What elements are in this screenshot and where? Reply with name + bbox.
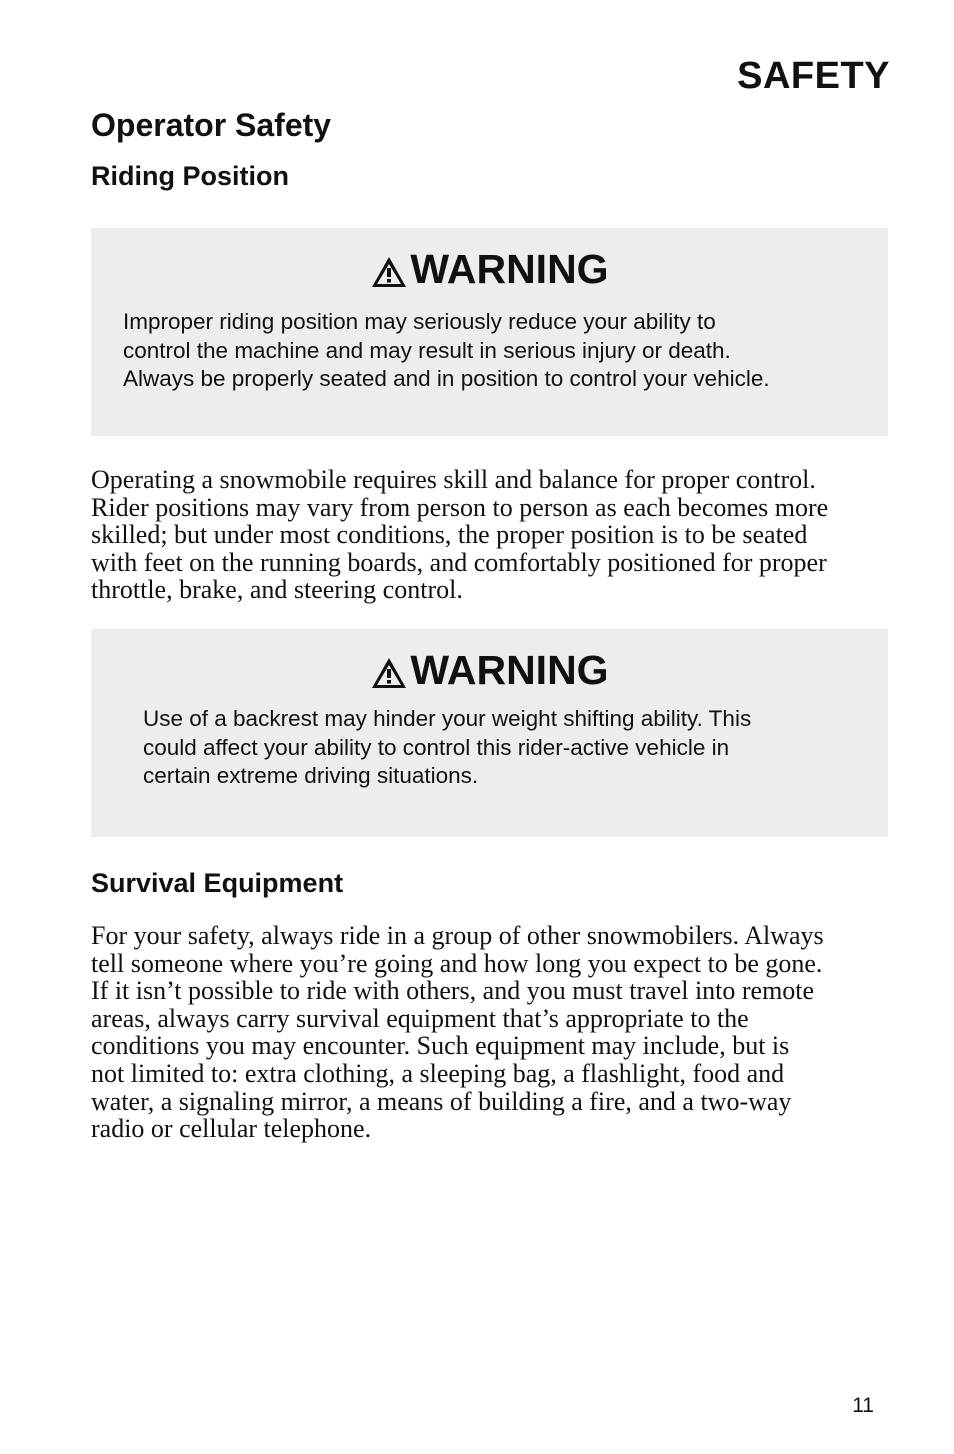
warning-line: control the machine and may result in serious injury or death.: [123, 337, 731, 363]
paragraph-line: If it isn’t possible to ride with others, and you must travel into remote: [91, 976, 815, 1006]
paragraph-line: conditions you may encounter. Such equipment may include, but is: [91, 1031, 790, 1061]
warning-line: certain extreme driving situations.: [143, 763, 479, 788]
warning-title: [91, 647, 888, 694]
heading-operator-safety: Operator Safety: [91, 107, 332, 143]
paragraph-survival: [91, 922, 891, 1143]
paragraph-line: water, a signaling mirror, a means of building a fire, and a two-way: [91, 1086, 792, 1116]
warning-body: [143, 705, 863, 791]
warning-box-riding-position: [91, 228, 888, 436]
warning-line: could affect your ability to control this rider-active vehicle in: [143, 734, 730, 760]
paragraph-line: throttle, brake, and steering control.: [91, 575, 463, 605]
paragraph-line: radio or cellular telephone.: [91, 1114, 372, 1144]
warning-line: Improper riding position may seriously reduce your ability to: [123, 309, 716, 334]
warning-title: [91, 246, 888, 293]
warning-body: [123, 308, 863, 394]
warning-triangle-icon: [370, 255, 408, 289]
page-number: 11: [852, 1394, 874, 1417]
paragraph-line: not limited to: extra clothing, a sleeping bag, a flashlight, food and: [91, 1058, 785, 1088]
heading-riding-position: Riding Position: [91, 161, 289, 191]
warning-title-text: WARNING: [410, 246, 609, 292]
section-header: SAFETY: [737, 55, 890, 97]
paragraph-line: For your safety, always ride in a group of other snowmobilers. Always: [91, 921, 824, 950]
paragraph-line: Operating a snowmobile requires skill and balance for proper control.: [91, 465, 816, 494]
warning-box-backrest: [91, 629, 888, 837]
warning-line: Use of a backrest may hinder your weight shifting ability. This: [143, 706, 752, 731]
warning-title-text: WARNING: [410, 647, 609, 693]
paragraph-line: with feet on the running boards, and comfortably positioned for proper: [91, 547, 827, 577]
paragraph-line: Rider positions may vary from person to person as each becomes more: [91, 492, 829, 522]
paragraph-line: areas, always carry survival equipment that’s appropriate to the: [91, 1003, 749, 1033]
paragraph-line: skilled; but under most conditions, the proper position is to be seated: [91, 520, 808, 550]
paragraph-riding: [91, 466, 891, 604]
warning-line: Always be properly seated and in position to control your vehicle.: [123, 366, 770, 391]
warning-triangle-icon: [370, 656, 408, 690]
paragraph-line: tell someone where you’re going and how long you expect to be gone.: [91, 948, 823, 978]
heading-survival-equipment: Survival Equipment: [91, 868, 344, 898]
